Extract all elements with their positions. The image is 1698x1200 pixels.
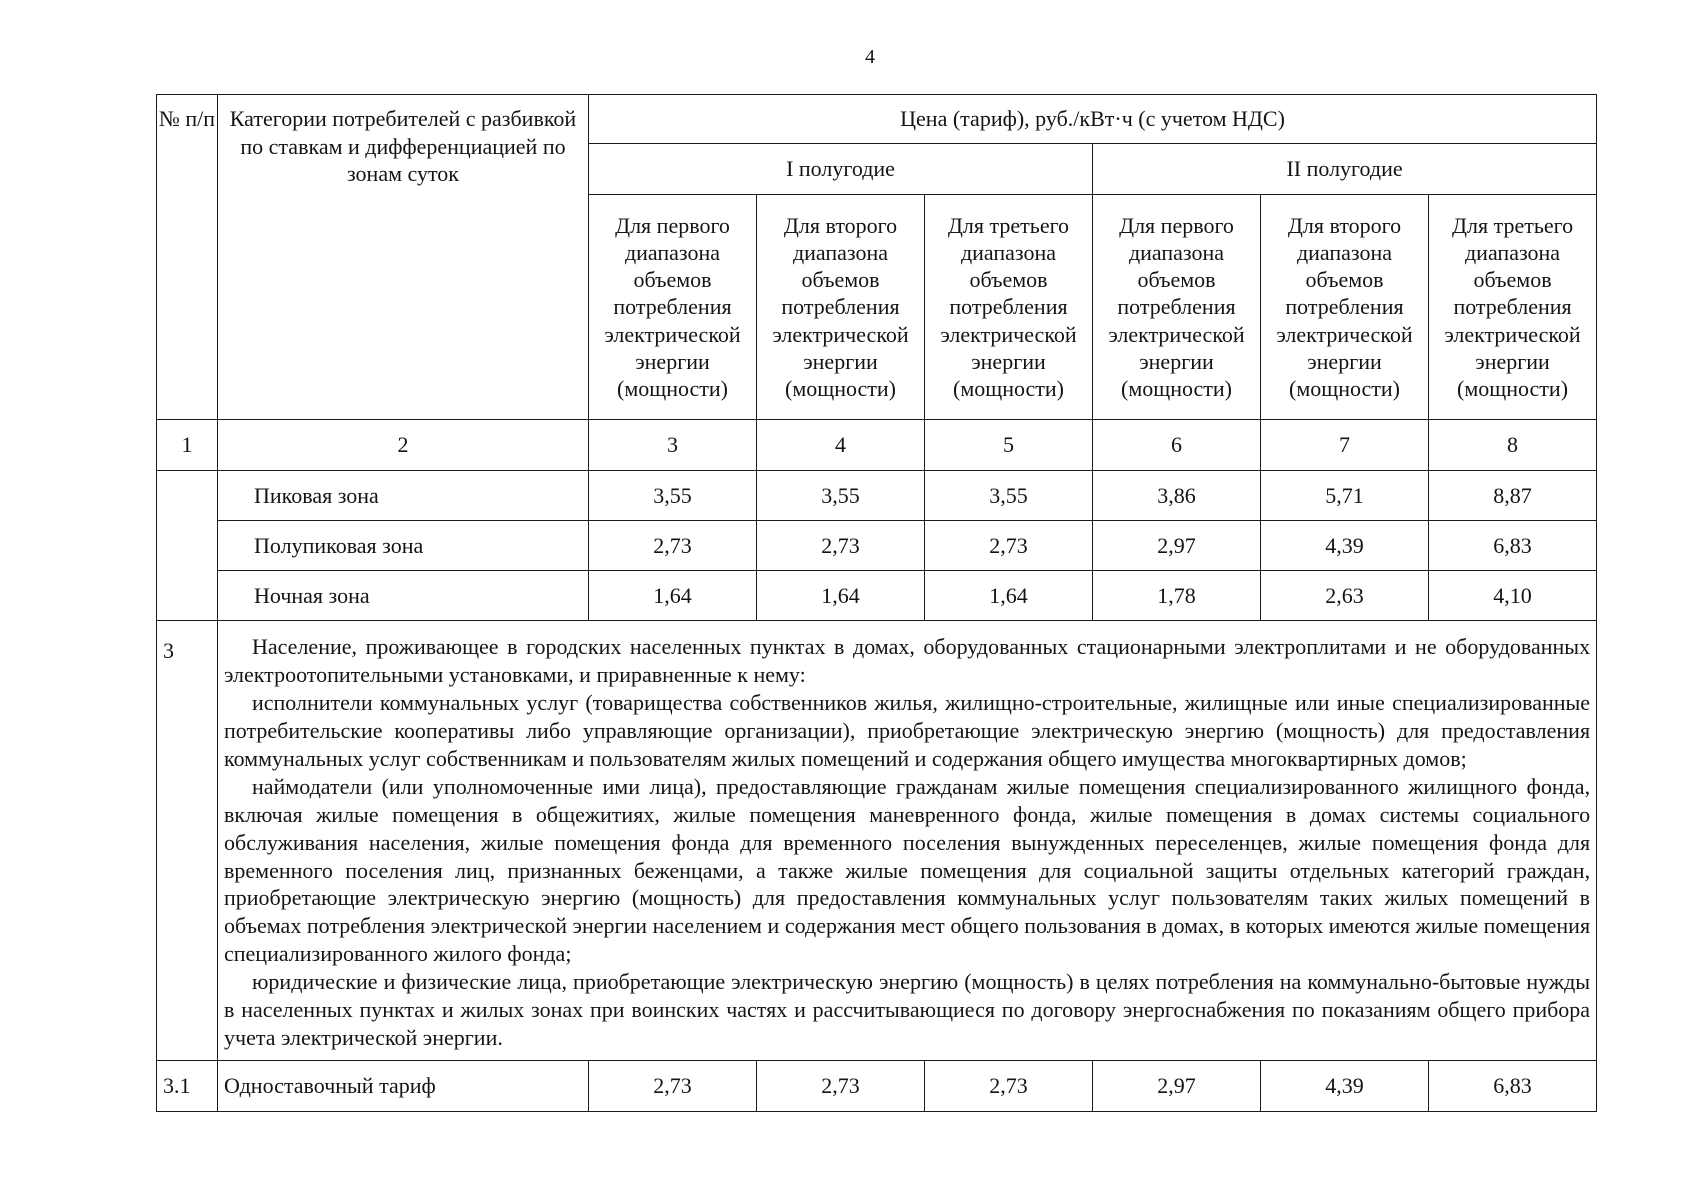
header-range-5: Для второго диапазона объемов потребления электрической энергии (мощности) bbox=[1261, 195, 1429, 420]
tariff-value: 6,83 bbox=[1429, 1061, 1597, 1112]
tariff-value: 2,73 bbox=[589, 521, 757, 571]
tariff-value: 2,97 bbox=[1093, 1061, 1261, 1112]
column-index-row bbox=[157, 420, 1597, 471]
tariff-value: 4,39 bbox=[1261, 521, 1429, 571]
tariff-value: 4,10 bbox=[1429, 571, 1597, 621]
tariff-value: 3,86 bbox=[1093, 471, 1261, 521]
tariff-value: 2,73 bbox=[925, 1061, 1093, 1112]
tariff-value: 3,55 bbox=[925, 471, 1093, 521]
tariff-value: 1,64 bbox=[589, 571, 757, 621]
tariff-value: 2,97 bbox=[1093, 521, 1261, 571]
tariff-value: 1,78 bbox=[1093, 571, 1261, 621]
tariff-value: 2,73 bbox=[925, 521, 1093, 571]
zone-name: Ночная зона bbox=[218, 571, 589, 621]
page-number: 4 bbox=[865, 46, 875, 68]
header-price: Цена (тариф), руб./кВт·ч (с учетом НДС) bbox=[589, 95, 1597, 144]
header-first-half: I полугодие bbox=[589, 144, 1093, 195]
tariff-value: 1,64 bbox=[757, 571, 925, 621]
zone-number-cell bbox=[157, 471, 218, 621]
column-index: 8 bbox=[1429, 420, 1597, 471]
header-range-2: Для второго диапазона объемов потребления электрической энергии (мощности) bbox=[757, 195, 925, 420]
group-description bbox=[218, 621, 1597, 1061]
tariff-value: 1,64 bbox=[925, 571, 1093, 621]
header-second-half: II полугодие bbox=[1093, 144, 1597, 195]
sub-row-name: Одноставочный тариф bbox=[218, 1061, 589, 1112]
sub-row-number: 3.1 bbox=[157, 1061, 218, 1112]
tariff-value: 5,71 bbox=[1261, 471, 1429, 521]
zone-name: Полупиковая зона bbox=[218, 521, 589, 571]
column-index: 5 bbox=[925, 420, 1093, 471]
header-category: Категории потребителей с разбивкой по ставкам и дифференциацией по зонам суток bbox=[218, 95, 589, 420]
table-row bbox=[157, 1061, 1597, 1112]
table-row bbox=[157, 571, 1597, 621]
group-number: 3 bbox=[157, 621, 218, 1061]
column-index: 7 bbox=[1261, 420, 1429, 471]
table-row bbox=[157, 471, 1597, 521]
header-range-3: Для третьего диапазона объемов потребления электрической энергии (мощности) bbox=[925, 195, 1093, 420]
group-paragraph: наймодатели (или уполномоченные ими лица), предоставляющие гражданам жилые помещения специализированного жилищного фонда, включая жилые помещения в общежитиях, жилые помещения маневренного фонда, жилые помещения в домах системы социального обслуживания населения, жилые помещения фонда для временного поселения вынужденных переселенцев, жилые помещения фонда для временного поселения лиц, признанных беженцами, а также жилые помещения для социальной защиты отдельных категорий граждан, приобретающие электрическую энергию (мощность) для предоставления коммунальных услуг пользователям таких жилых помещений в объемах потребления электрической энергии населением и содержания мест общего пользования в домах, в которых имеются жилые помещения специализированного жилого фонда; bbox=[224, 773, 1591, 967]
tariff-value: 6,83 bbox=[1429, 521, 1597, 571]
header-number: № п/п bbox=[157, 95, 218, 420]
tariff-value: 3,55 bbox=[589, 471, 757, 521]
tariff-value: 2,63 bbox=[1261, 571, 1429, 621]
table-row bbox=[157, 521, 1597, 571]
column-index: 3 bbox=[589, 420, 757, 471]
zone-name: Пиковая зона bbox=[218, 471, 589, 521]
tariff-value: 4,39 bbox=[1261, 1061, 1429, 1112]
column-index: 1 bbox=[157, 420, 218, 471]
column-index: 6 bbox=[1093, 420, 1261, 471]
group-row bbox=[157, 621, 1597, 1061]
header-range-4: Для первого диапазона объемов потребления электрической энергии (мощности) bbox=[1093, 195, 1261, 420]
group-paragraph: Население, проживающее в городских населенных пунктах в домах, оборудованных стационарными электроплитами и не оборудованных электроотопительными установками, и приравненные к нему: bbox=[224, 634, 1591, 687]
tariff-value: 8,87 bbox=[1429, 471, 1597, 521]
header-range-1: Для первого диапазона объемов потребления электрической энергии (мощности) bbox=[589, 195, 757, 420]
column-index: 4 bbox=[757, 420, 925, 471]
tariff-table bbox=[156, 94, 1597, 1112]
column-index: 2 bbox=[218, 420, 589, 471]
group-paragraph: исполнители коммунальных услуг (товарищества собственников жилья, жилищно-строительные, жилищные или иные специализированные потребительские кооперативы либо управляющие организации), приобретающие электрическую энергию (мощность) для предоставления коммунальных услуг собственникам и пользователям жилых помещений и содержания общего имущества многоквартирных домов; bbox=[224, 689, 1591, 771]
group-paragraph: юридические и физические лица, приобретающие электрическую энергию (мощность) в целях потребления на коммунально-бытовые нужды в населенных пунктах и жилых зонах при воинских частях и рассчитывающиеся по договору энергоснабжения по показаниям общего прибора учета электрической энергии. bbox=[224, 969, 1591, 1051]
tariff-value: 2,73 bbox=[589, 1061, 757, 1112]
tariff-value: 2,73 bbox=[757, 1061, 925, 1112]
tariff-value: 2,73 bbox=[757, 521, 925, 571]
tariff-value: 3,55 bbox=[757, 471, 925, 521]
header-range-6: Для третьего диапазона объемов потребления электрической энергии (мощности) bbox=[1429, 195, 1597, 420]
